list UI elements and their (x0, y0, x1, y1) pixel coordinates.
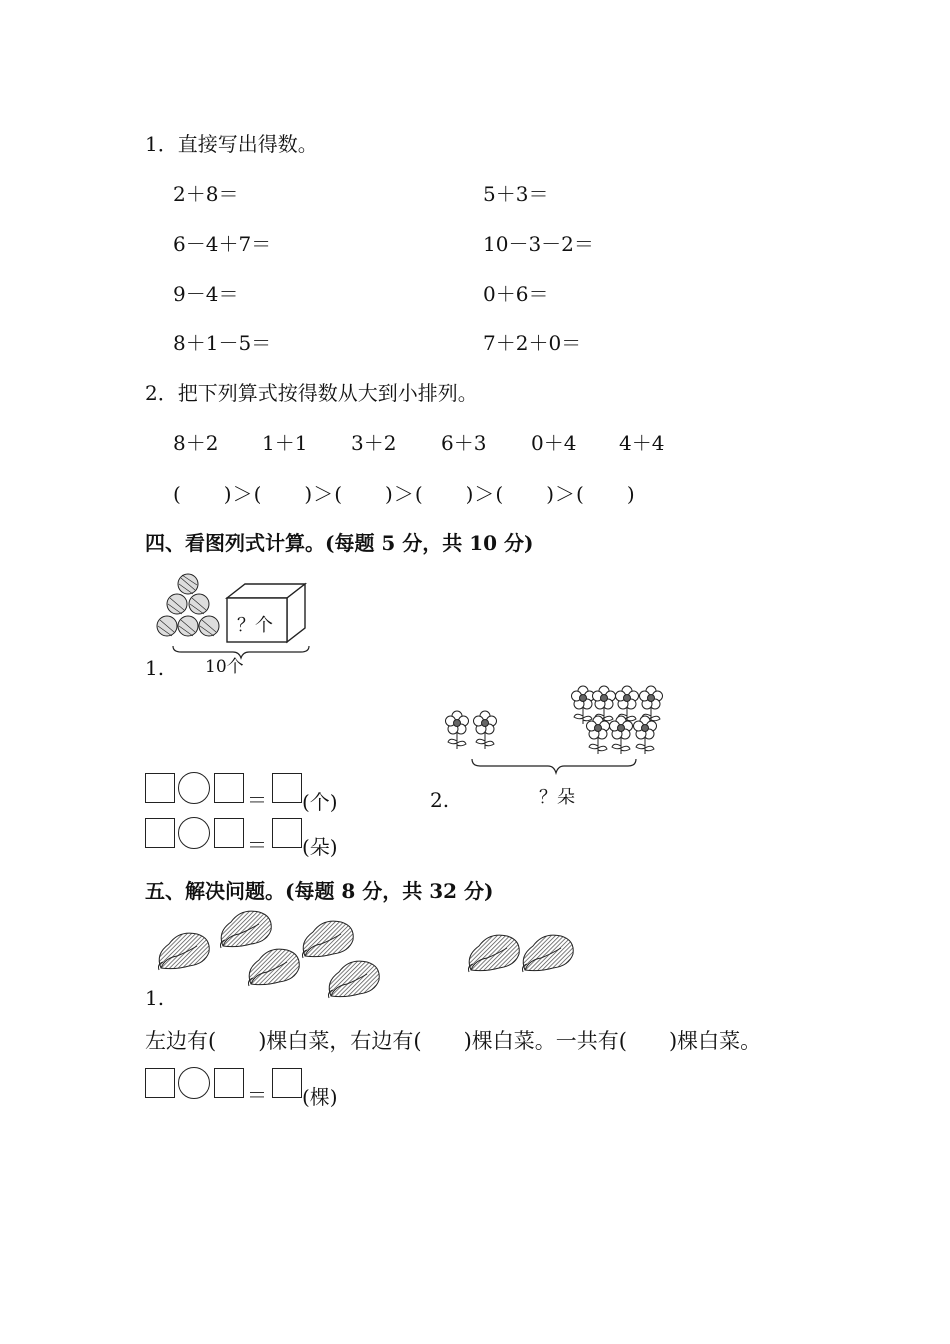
q1-title: 1．直接写出得数。 (145, 132, 318, 156)
brace-label: ？朵 (539, 787, 575, 808)
equals-sign: ＝ (247, 833, 267, 857)
answer-box[interactable] (272, 1068, 302, 1098)
operator-circle[interactable] (178, 1067, 210, 1099)
fill-in-sentence: 左边有( )棵白菜，右边有( )棵白菜。一共有( )棵白菜。 (145, 1029, 762, 1053)
answer-box[interactable] (145, 1068, 175, 1098)
answer-box[interactable] (214, 818, 244, 848)
box-label: ？个 (237, 615, 273, 636)
equals-sign: ＝ (247, 788, 267, 812)
section5-heading: 五、解决问题。(每题 8 分，共 32 分) (145, 879, 494, 903)
calc-item: 6－4＋7＝ (173, 232, 272, 256)
problem-number: 1. (145, 986, 165, 1010)
flowers-brace (470, 757, 640, 777)
expression: 4＋4 (619, 431, 665, 455)
operator-circle[interactable] (178, 817, 210, 849)
calc-item: 10－3－2＝ (483, 232, 594, 256)
calc-item: 5＋3＝ (483, 182, 549, 206)
equals-sign: ＝ (247, 1083, 267, 1107)
problem-number: 2. (430, 788, 450, 812)
calc-item: 8＋1－5＝ (173, 331, 272, 355)
cabbages-picture (155, 910, 575, 1005)
unit-label: (个) (302, 790, 338, 814)
calc-item: 9－4＝ (173, 282, 239, 306)
answer-box[interactable] (214, 773, 244, 803)
calc-item: 0＋6＝ (483, 282, 549, 306)
section4-heading: 四、看图列式计算。(每题 5 分，共 10 分) (145, 531, 534, 555)
q2-title: 2．把下列算式按得数从大到小排列。 (145, 381, 478, 405)
expression: 6＋3 (441, 431, 487, 455)
answer-box[interactable] (272, 818, 302, 848)
operator-circle[interactable] (178, 772, 210, 804)
expression: 8＋2 (173, 431, 219, 455)
unit-label: (朵) (302, 835, 338, 859)
expression: 0＋4 (531, 431, 577, 455)
expression: 1＋1 (262, 431, 308, 455)
answer-box[interactable] (145, 818, 175, 848)
calc-item: 7＋2＋0＝ (483, 331, 582, 355)
order-answer-line: ( )＞( )＞( )＞( )＞( )＞( ) (173, 482, 636, 506)
unit-label: (棵) (302, 1085, 338, 1109)
answer-box[interactable] (272, 773, 302, 803)
expression: 3＋2 (351, 431, 397, 455)
answer-box[interactable] (145, 773, 175, 803)
answer-box[interactable] (214, 1068, 244, 1098)
brace-label: 10个 (205, 657, 244, 677)
problem-number: 1. (145, 656, 165, 680)
calc-item: 2＋8＝ (173, 182, 239, 206)
